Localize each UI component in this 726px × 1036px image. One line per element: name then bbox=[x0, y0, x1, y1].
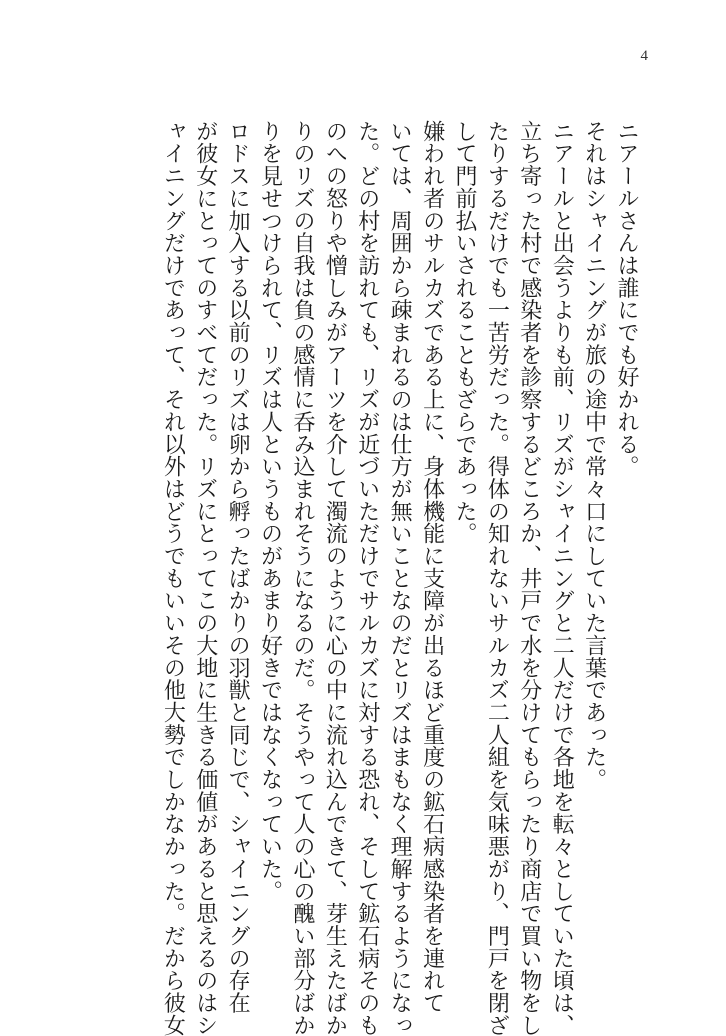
page-number: 4 bbox=[640, 48, 648, 64]
text-column: ロドスに加入する以前のリズは卵から孵ったばかりの羽獣と同じで、シャイニングの存在 bbox=[225, 120, 251, 1014]
text-column: それはシャイニングが旅の途中で常々口にしていた言葉であった。 bbox=[581, 120, 607, 791]
text-column: たりするだけでも一苦労だった。得体の知れないサルカズ二人組を気味悪がり、門戸を閉ざ bbox=[484, 120, 510, 1036]
text-column: いては、周囲から疎まれるのは仕方が無いことなのだとリズはまもなく理解するようになっ bbox=[387, 120, 413, 1036]
text-column: りを見せつけられて、リズは人というものがあまり好きではなくなっていた。 bbox=[257, 120, 283, 903]
text-column: 立ち寄った村で感染者を診察するどころか、井戸で水を分けてもらったり商店で買い物をし bbox=[516, 120, 542, 1036]
text-column: ニアールと出会うよりも前、リズがシャイニングと二人だけで各地を転々としていた頃は、 bbox=[549, 120, 575, 1036]
body-text bbox=[156, 120, 642, 1036]
text-column: が彼女にとってのすべてだった。リズにとってこの大地に生きる価値があると思えるのはシ bbox=[192, 120, 218, 1036]
text-column: た。どの村を訪れても、リズが近づいただけでサルカズに対する恐れ、そして鉱石病そのも bbox=[354, 120, 380, 1036]
text-column: 嫌われ者のサルカズである上に、身体機能に支障が出るほど重度の鉱石病感染者を連れて bbox=[419, 120, 445, 1014]
text-column: して門前払いされることもざらであった。 bbox=[451, 120, 477, 545]
text-column: ニアールさんは誰にでも好かれる。 bbox=[614, 120, 639, 478]
text-column: ャイニングだけであって、それ以外はどうでもいいその他大勢でしかなかった。だから彼女 bbox=[160, 120, 186, 1036]
text-column: のへの怒りや憎しみがアーツを介して濁流のように心の中に流れ込んできて、芽生えたばか bbox=[322, 120, 348, 1036]
text-column: りのリズの自我は負の感情に呑み込まれそうになるのだ。そうやって人の心の醜い部分ばか bbox=[289, 120, 315, 1036]
